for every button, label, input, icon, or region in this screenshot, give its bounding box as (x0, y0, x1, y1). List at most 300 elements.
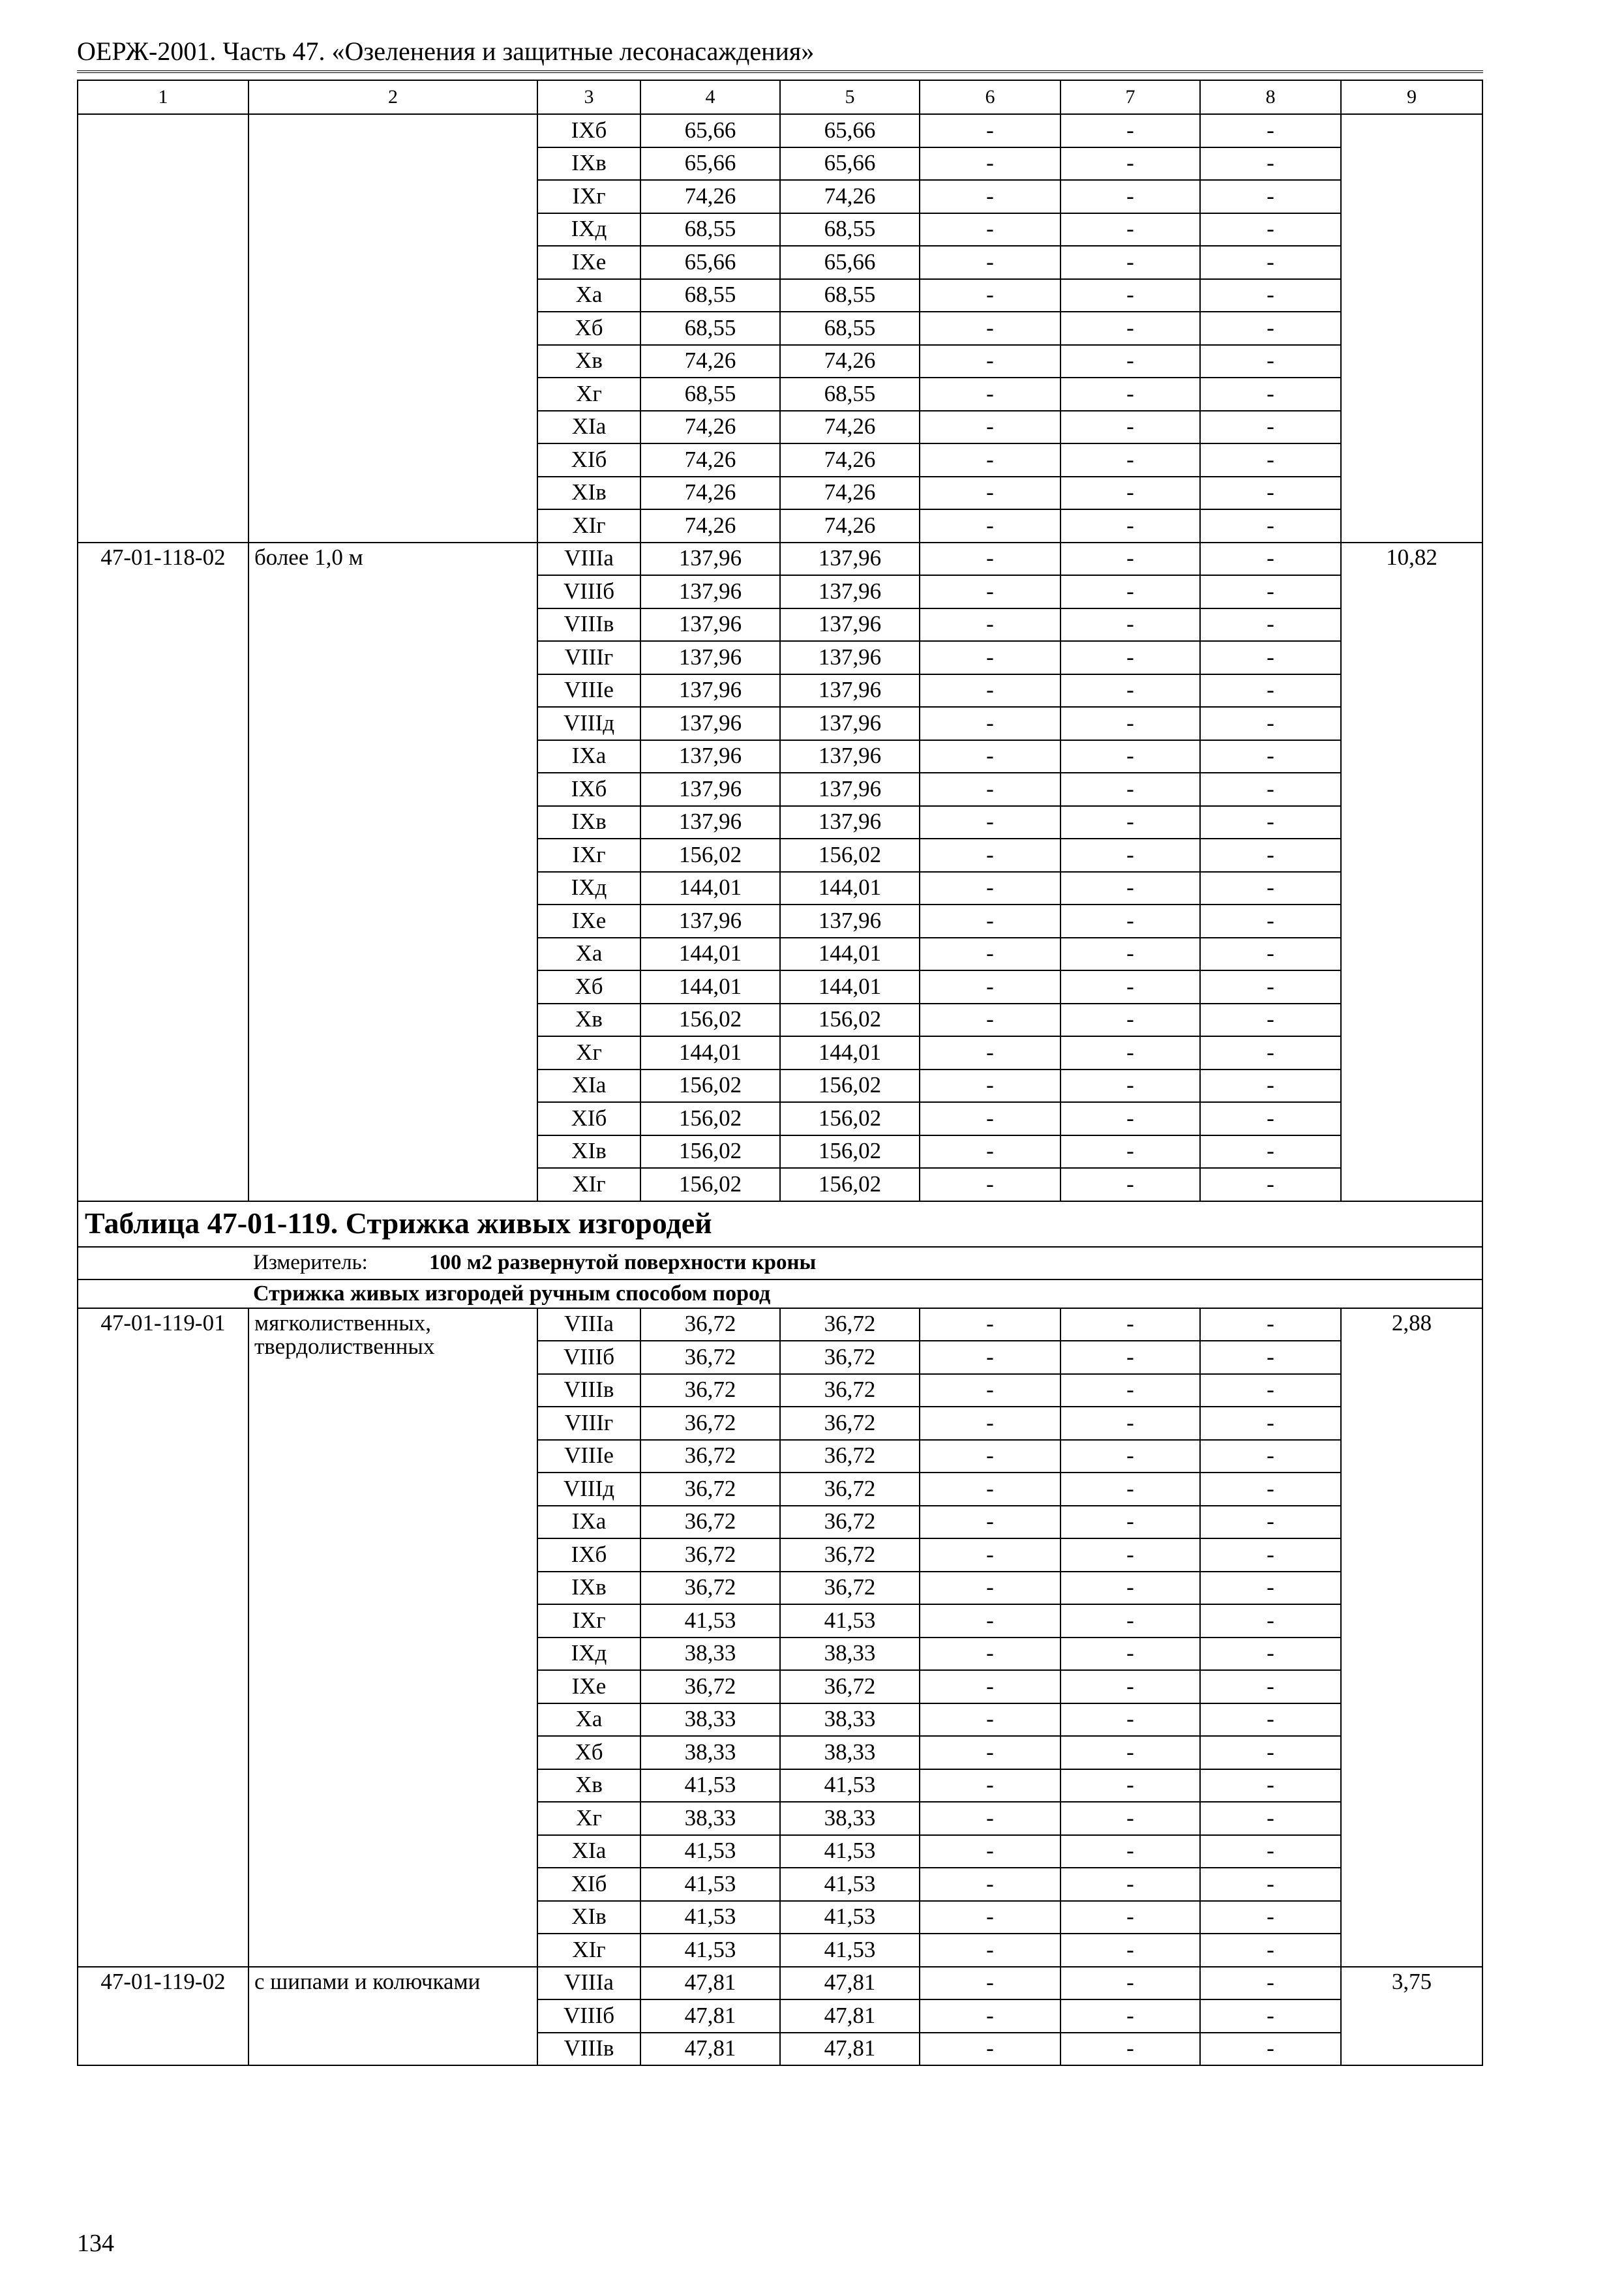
table-row (78, 543, 1482, 576)
table-cell: 137,96 (640, 806, 780, 839)
table-cell: - (1200, 114, 1341, 147)
table-cell: 65,66 (640, 147, 780, 181)
table-cell: 137,96 (780, 740, 920, 773)
table-title: Таблица 47-01-119. Стрижка живых изгородей (78, 1201, 1482, 1247)
table-cell: VIIIб (537, 1999, 640, 2033)
table-cell: IXб (537, 114, 640, 147)
section-title: Стрижка живых изгородей ручным способом пород (78, 1279, 1482, 1308)
table-cell: - (1200, 1473, 1341, 1506)
table-cell: VIIIв (537, 608, 640, 642)
table-cell: - (1200, 477, 1341, 510)
table-cell: - (1060, 1802, 1200, 1835)
table-cell: - (1060, 1036, 1200, 1070)
table-cell: - (1200, 1967, 1341, 2000)
table-cell: - (1200, 1670, 1341, 1703)
table-cell: 36,72 (640, 1506, 780, 1539)
work-name-cell: мягколиственных, твердолиственных (248, 1308, 537, 1967)
table-cell: - (1200, 1999, 1341, 2033)
table-cell: 144,01 (780, 938, 920, 971)
table-cell: 137,96 (640, 674, 780, 708)
table-cell: - (920, 378, 1060, 411)
table-cell: 36,72 (780, 1308, 920, 1341)
table-cell: - (920, 1999, 1060, 2033)
table-cell: 41,53 (780, 1868, 920, 1901)
table-row (78, 1967, 1482, 2000)
table-cell: 68,55 (780, 213, 920, 247)
table-cell: - (1200, 1802, 1341, 1835)
table-cell: - (1200, 740, 1341, 773)
table-cell: - (1060, 1999, 1200, 2033)
table-cell: IXв (537, 806, 640, 839)
table-cell: - (920, 1036, 1060, 1070)
table-cell: 144,01 (640, 938, 780, 971)
table-cell: - (1060, 509, 1200, 543)
table-cell: - (1060, 1703, 1200, 1737)
table-row (78, 114, 1482, 147)
table-cell: - (1060, 279, 1200, 312)
table-cell: IXе (537, 246, 640, 279)
table-cell: 144,01 (780, 872, 920, 905)
table-cell: - (920, 279, 1060, 312)
table-cell: - (1060, 1934, 1200, 1967)
table-cell: 74,26 (780, 411, 920, 444)
table-cell: - (1060, 773, 1200, 806)
table-cell: - (920, 608, 1060, 642)
table-cell: - (1060, 213, 1200, 247)
table-cell: IXб (537, 773, 640, 806)
table-cell: 41,53 (640, 1604, 780, 1638)
table-cell: 68,55 (780, 279, 920, 312)
table-cell: - (920, 1473, 1060, 1506)
table-cell: - (1060, 575, 1200, 608)
table-cell: - (1200, 1538, 1341, 1572)
table-cell: 65,66 (640, 114, 780, 147)
table-cell: - (1200, 509, 1341, 543)
column-header: 4 (640, 80, 780, 114)
table-cell: 74,26 (640, 509, 780, 543)
table-cell: 47,81 (640, 1967, 780, 2000)
table-cell: - (920, 970, 1060, 1004)
table-cell: 74,26 (640, 411, 780, 444)
table-cell: Xа (537, 938, 640, 971)
table-cell: XIа (537, 411, 640, 444)
table-cell: - (920, 1638, 1060, 1671)
table-cell: - (1060, 674, 1200, 708)
table-cell: 36,72 (640, 1670, 780, 1703)
table-cell: - (920, 1901, 1060, 1934)
table-cell: 36,72 (780, 1341, 920, 1374)
table-cell: - (1200, 1934, 1341, 1967)
table-cell: - (1060, 1967, 1200, 2000)
table-cell: - (1060, 806, 1200, 839)
table-cell: 137,96 (640, 543, 780, 576)
table-cell: 36,72 (780, 1572, 920, 1605)
table-cell: - (1200, 1506, 1341, 1539)
table-cell: 137,96 (780, 575, 920, 608)
table-cell: 156,02 (780, 1135, 920, 1169)
table-cell: - (920, 1102, 1060, 1135)
table-cell: - (920, 1670, 1060, 1703)
table-cell: 36,72 (640, 1374, 780, 1407)
table-cell: - (920, 509, 1060, 543)
norm-code-cell: 47-01-118-02 (78, 543, 248, 1201)
table-cell: - (1060, 641, 1200, 674)
table-cell: - (1200, 1703, 1341, 1737)
table-cell: - (1200, 312, 1341, 345)
table-cell: - (1060, 378, 1200, 411)
table-cell: 41,53 (780, 1604, 920, 1638)
rate-cell (1341, 114, 1482, 543)
table-cell: 74,26 (640, 477, 780, 510)
table-cell: - (920, 773, 1060, 806)
table-cell: - (1060, 1638, 1200, 1671)
table-cell: IXв (537, 1572, 640, 1605)
table-cell: 156,02 (640, 1004, 780, 1037)
table-cell: 41,53 (640, 1901, 780, 1934)
table-cell: IXг (537, 1604, 640, 1638)
table-cell: 137,96 (640, 707, 780, 740)
table-cell: - (920, 1604, 1060, 1638)
table-cell: - (1060, 1070, 1200, 1103)
table-cell: - (920, 1168, 1060, 1201)
table-cell: 137,96 (640, 608, 780, 642)
table-cell: - (1200, 970, 1341, 1004)
table-cell: Xа (537, 1703, 640, 1737)
table-cell: - (1200, 872, 1341, 905)
table-cell: - (1200, 147, 1341, 181)
table-cell: Xв (537, 1769, 640, 1803)
table-cell: 38,33 (640, 1638, 780, 1671)
column-header-row (78, 80, 1482, 114)
table-cell: - (1060, 1604, 1200, 1638)
table-cell: 47,81 (640, 1999, 780, 2033)
table-cell: 137,96 (780, 674, 920, 708)
table-cell: 41,53 (780, 1835, 920, 1868)
table-cell: - (920, 806, 1060, 839)
table-cell: 36,72 (640, 1572, 780, 1605)
work-name-cell: более 1,0 м (248, 543, 537, 1201)
table-cell: 47,81 (780, 2033, 920, 2066)
column-header: 1 (78, 80, 248, 114)
table-cell: - (1060, 1473, 1200, 1506)
table-cell: - (1200, 1102, 1341, 1135)
column-header: 8 (1200, 80, 1341, 114)
table-cell: VIIIа (537, 543, 640, 576)
table-cell: VIIIб (537, 1341, 640, 1374)
table-cell: XIг (537, 1934, 640, 1967)
table-title-row (78, 1201, 1482, 1247)
table-cell: - (920, 1736, 1060, 1769)
table-cell: - (1060, 1440, 1200, 1473)
table-cell: 38,33 (780, 1703, 920, 1737)
table-cell: - (920, 443, 1060, 477)
table-cell: - (1060, 246, 1200, 279)
table-cell: - (1200, 1901, 1341, 1934)
table-cell: - (920, 213, 1060, 247)
table-cell: - (920, 1868, 1060, 1901)
table-cell: - (920, 411, 1060, 444)
table-cell: - (920, 180, 1060, 213)
table-cell: 36,72 (640, 1538, 780, 1572)
table-cell: - (920, 641, 1060, 674)
table-cell: - (1200, 806, 1341, 839)
table-cell: - (1060, 905, 1200, 938)
table-cell: - (1060, 147, 1200, 181)
table-cell: 36,72 (780, 1506, 920, 1539)
table-cell: - (1200, 1308, 1341, 1341)
table-cell: - (1060, 1374, 1200, 1407)
table-cell: 137,96 (640, 773, 780, 806)
table-cell: - (920, 872, 1060, 905)
table-cell: - (1200, 1168, 1341, 1201)
table-cell: - (1200, 1004, 1341, 1037)
table-cell: - (1200, 279, 1341, 312)
table-cell: - (920, 1374, 1060, 1407)
table-cell: - (920, 839, 1060, 872)
table-cell: - (920, 543, 1060, 576)
table-cell: 137,96 (640, 740, 780, 773)
table-cell: VIIIе (537, 1440, 640, 1473)
table-cell: - (1200, 345, 1341, 378)
table-cell: - (1200, 1440, 1341, 1473)
table-cell: - (920, 1769, 1060, 1803)
table-cell: - (1060, 443, 1200, 477)
column-header: 7 (1060, 80, 1200, 114)
table-cell: 36,72 (640, 1473, 780, 1506)
table-cell: - (1060, 872, 1200, 905)
table-cell: 36,72 (780, 1473, 920, 1506)
table-cell: 38,33 (780, 1802, 920, 1835)
table-cell: IXе (537, 1670, 640, 1703)
table-cell: VIIIг (537, 1407, 640, 1440)
table-cell: VIIIе (537, 674, 640, 708)
table-cell: 68,55 (640, 312, 780, 345)
table-cell: - (1060, 1506, 1200, 1539)
table-cell: 36,72 (640, 1407, 780, 1440)
table-cell: - (1200, 1769, 1341, 1803)
table-cell: - (920, 1967, 1060, 2000)
table-cell: 137,96 (780, 608, 920, 642)
table-cell: - (920, 477, 1060, 510)
table-cell: - (1200, 1835, 1341, 1868)
table-cell: - (1200, 905, 1341, 938)
table-cell: IXа (537, 740, 640, 773)
table-cell: - (920, 938, 1060, 971)
table-cell: - (1060, 839, 1200, 872)
header-title: ОЕРЖ-2001. Часть 47. «Озеленения и защитные лесонасаждения» (77, 37, 815, 66)
table-row (78, 1308, 1482, 1341)
table-cell: IXб (537, 1538, 640, 1572)
table-cell: - (920, 2033, 1060, 2066)
table-cell: 137,96 (640, 575, 780, 608)
table-cell: 38,33 (640, 1802, 780, 1835)
table-cell: - (1200, 641, 1341, 674)
table-cell: - (920, 246, 1060, 279)
table-cell: VIIIв (537, 2033, 640, 2066)
norm-code-cell (78, 114, 248, 543)
table-cell: 41,53 (780, 1769, 920, 1803)
table-cell: - (1060, 312, 1200, 345)
table-cell: 68,55 (640, 213, 780, 247)
table-cell: - (1060, 1168, 1200, 1201)
measure-label: Измеритель: (253, 1251, 368, 1275)
table-cell: - (1060, 1901, 1200, 1934)
table-cell: - (1060, 1135, 1200, 1169)
table-cell: - (1200, 1135, 1341, 1169)
table-cell: XIг (537, 509, 640, 543)
measure-cell (78, 1247, 1482, 1279)
table-cell: 156,02 (640, 1135, 780, 1169)
table-cell: - (1060, 1868, 1200, 1901)
table-cell: IXе (537, 905, 640, 938)
table-cell: - (1060, 180, 1200, 213)
table-cell: 41,53 (640, 1835, 780, 1868)
table-cell: 156,02 (780, 1070, 920, 1103)
table-cell: VIIIб (537, 575, 640, 608)
table-cell: - (920, 1440, 1060, 1473)
table-cell: 38,33 (640, 1736, 780, 1769)
table-cell: - (920, 312, 1060, 345)
table-cell: 74,26 (780, 180, 920, 213)
table-cell: - (1200, 1341, 1341, 1374)
table-cell: - (1200, 213, 1341, 247)
table-cell: - (920, 1572, 1060, 1605)
table-cell: XIа (537, 1835, 640, 1868)
table-cell: - (1200, 1736, 1341, 1769)
table-cell: 137,96 (780, 773, 920, 806)
table-cell: 137,96 (640, 641, 780, 674)
table-cell: - (1200, 443, 1341, 477)
table-cell: 36,72 (780, 1407, 920, 1440)
table-cell: Xа (537, 279, 640, 312)
table-cell: - (920, 1835, 1060, 1868)
measure-row (78, 1247, 1482, 1279)
table-cell: VIIIв (537, 1374, 640, 1407)
column-header: 6 (920, 80, 1060, 114)
table-cell: - (920, 147, 1060, 181)
table-cell: 36,72 (780, 1538, 920, 1572)
table-cell: - (1200, 707, 1341, 740)
table-cell: XIв (537, 1901, 640, 1934)
column-header: 9 (1341, 80, 1482, 114)
table-cell: XIа (537, 1070, 640, 1103)
table-cell: 41,53 (640, 1769, 780, 1803)
table-cell: - (920, 1703, 1060, 1737)
table-cell: VIIIд (537, 1473, 640, 1506)
table-cell: - (920, 1934, 1060, 1967)
table-cell: - (920, 1802, 1060, 1835)
rate-cell: 3,75 (1341, 1967, 1482, 2066)
table-cell: Xб (537, 312, 640, 345)
table-cell: 156,02 (640, 1168, 780, 1201)
table-cell: - (1060, 543, 1200, 576)
table-cell: 156,02 (640, 839, 780, 872)
table-cell: - (1200, 1868, 1341, 1901)
table-cell: 156,02 (780, 1102, 920, 1135)
table-cell: Xв (537, 1004, 640, 1037)
table-cell: - (920, 1506, 1060, 1539)
table-cell: - (920, 1407, 1060, 1440)
table-cell: 156,02 (640, 1102, 780, 1135)
table-cell: 137,96 (780, 641, 920, 674)
table-cell: 38,33 (780, 1736, 920, 1769)
table-cell: - (1060, 114, 1200, 147)
table-cell: - (920, 575, 1060, 608)
table-cell: 144,01 (780, 1036, 920, 1070)
table-cell: - (1200, 1374, 1341, 1407)
table-cell: - (1200, 575, 1341, 608)
table-cell: 41,53 (640, 1934, 780, 1967)
table-cell: - (1060, 1308, 1200, 1341)
table-cell: - (920, 1538, 1060, 1572)
table-cell: - (1060, 345, 1200, 378)
table-cell: - (1060, 1538, 1200, 1572)
table-cell: 36,72 (640, 1308, 780, 1341)
table-cell: Xг (537, 1802, 640, 1835)
table-cell: - (1060, 740, 1200, 773)
table-cell: 65,66 (640, 246, 780, 279)
table-cell: 144,01 (640, 1036, 780, 1070)
table-cell: 74,26 (780, 509, 920, 543)
table-cell: - (1060, 707, 1200, 740)
table-cell: 156,02 (780, 839, 920, 872)
table-cell: 36,72 (780, 1670, 920, 1703)
table-cell: 74,26 (640, 180, 780, 213)
table-cell: - (1060, 608, 1200, 642)
table-cell: - (1200, 839, 1341, 872)
table-cell: - (1200, 773, 1341, 806)
table-cell: 144,01 (780, 970, 920, 1004)
table-cell: - (920, 1004, 1060, 1037)
table-cell: VIIIд (537, 707, 640, 740)
table-cell: 47,81 (780, 1999, 920, 2033)
table-cell: 41,53 (780, 1934, 920, 1967)
table-cell: 144,01 (640, 872, 780, 905)
table-cell: Xб (537, 1736, 640, 1769)
table-cell: - (920, 114, 1060, 147)
table-cell: 41,53 (780, 1901, 920, 1934)
table-cell: 156,02 (780, 1168, 920, 1201)
table-cell: 47,81 (780, 1967, 920, 2000)
table-cell: 36,72 (780, 1374, 920, 1407)
table-cell: 68,55 (780, 378, 920, 411)
table-cell: - (1200, 180, 1341, 213)
work-name-cell (248, 114, 537, 543)
page-number: 134 (77, 2230, 114, 2257)
section-row (78, 1279, 1482, 1308)
table-cell: 74,26 (780, 477, 920, 510)
table-cell: - (1060, 1835, 1200, 1868)
table-cell: 68,55 (780, 312, 920, 345)
table-cell: IXд (537, 1638, 640, 1671)
table-cell: - (1200, 674, 1341, 708)
table-cell: 41,53 (640, 1868, 780, 1901)
table-cell: 74,26 (640, 443, 780, 477)
table-cell: - (1200, 246, 1341, 279)
table-cell: 36,72 (640, 1341, 780, 1374)
page-header (77, 38, 1483, 73)
table-cell: 38,33 (780, 1638, 920, 1671)
table-cell: - (920, 905, 1060, 938)
table-cell: - (1060, 1102, 1200, 1135)
table-cell: - (1060, 1341, 1200, 1374)
table-cell: - (1200, 2033, 1341, 2066)
rate-cell: 10,82 (1341, 543, 1482, 1201)
measure-value: 100 м2 развернутой поверхности кроны (429, 1251, 817, 1275)
table-cell: XIб (537, 1102, 640, 1135)
table-cell: - (920, 740, 1060, 773)
table-cell: - (920, 1308, 1060, 1341)
